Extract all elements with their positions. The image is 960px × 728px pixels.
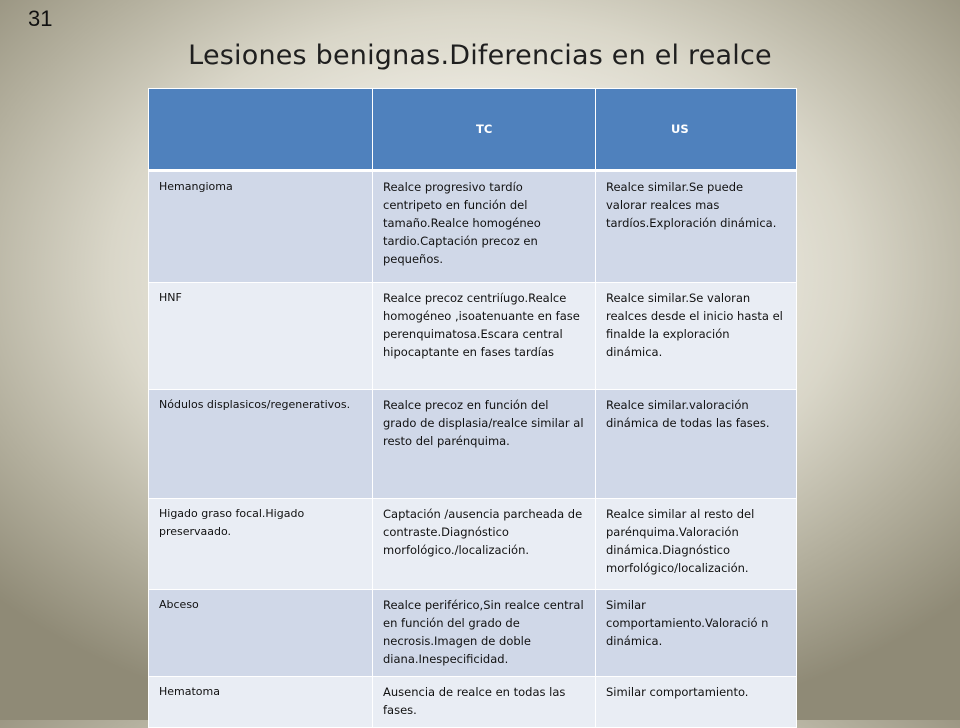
tc-cell: Ausencia de realce en todas las fases.	[373, 677, 596, 728]
tc-cell: Realce precoz en función del grado de displasia/realce similar al resto del parénquima.	[373, 390, 596, 499]
lesion-cell: Hemangioma	[149, 171, 373, 283]
us-cell: Realce similar.Se valoran realces desde el inicio hasta el finalde la exploración dinámica.	[596, 283, 797, 390]
tc-cell: Realce progresivo tardío centripeto en función del tamaño.Realce homogéneo tardio.Captación precoz en pequeños.	[373, 171, 596, 283]
lesion-cell: Nódulos displasicos/regenerativos.	[149, 390, 373, 499]
us-cell: Realce similar.valoración dinámica de todas las fases.	[596, 390, 797, 499]
header-tc: TC	[373, 89, 596, 171]
us-cell: Realce similar.Se puede valorar realces mas tardíos.Exploración dinámica.	[596, 171, 797, 283]
comparison-table	[148, 88, 797, 728]
table-row	[149, 171, 797, 283]
tc-cell: Realce precoz centriíugo.Realce homogéneo ,isoatenuante en fase perenquimatosa.Escara central hipocaptante en fases tardías	[373, 283, 596, 390]
us-cell: Similar comportamiento.	[596, 677, 797, 728]
lesion-cell: Higado graso focal.Higado preservaado.	[149, 499, 373, 590]
table-row	[149, 590, 797, 677]
us-cell: Realce similar al resto del parénquima.Valoración dinámica.Diagnóstico morfológico/localización.	[596, 499, 797, 590]
slide-number: 31	[28, 6, 53, 31]
header-us: US	[596, 89, 797, 171]
lesion-cell: HNF	[149, 283, 373, 390]
table-header-row	[149, 89, 797, 171]
header-lesion	[149, 89, 373, 171]
table-row	[149, 283, 797, 390]
slide-title: Lesiones benignas.Diferencias en el realce	[188, 40, 772, 71]
tc-cell: Realce periférico,Sin realce central en función del grado de necrosis.Imagen de doble diana.Inespecificidad.	[373, 590, 596, 677]
tc-cell: Captación /ausencia parcheada de contraste.Diagnóstico morfológico./localización.	[373, 499, 596, 590]
lesion-cell: Hematoma	[149, 677, 373, 728]
lesion-cell: Abceso	[149, 590, 373, 677]
us-cell: Similar comportamiento.Valoració n dinámica.	[596, 590, 797, 677]
table-row	[149, 390, 797, 499]
table-row	[149, 499, 797, 590]
